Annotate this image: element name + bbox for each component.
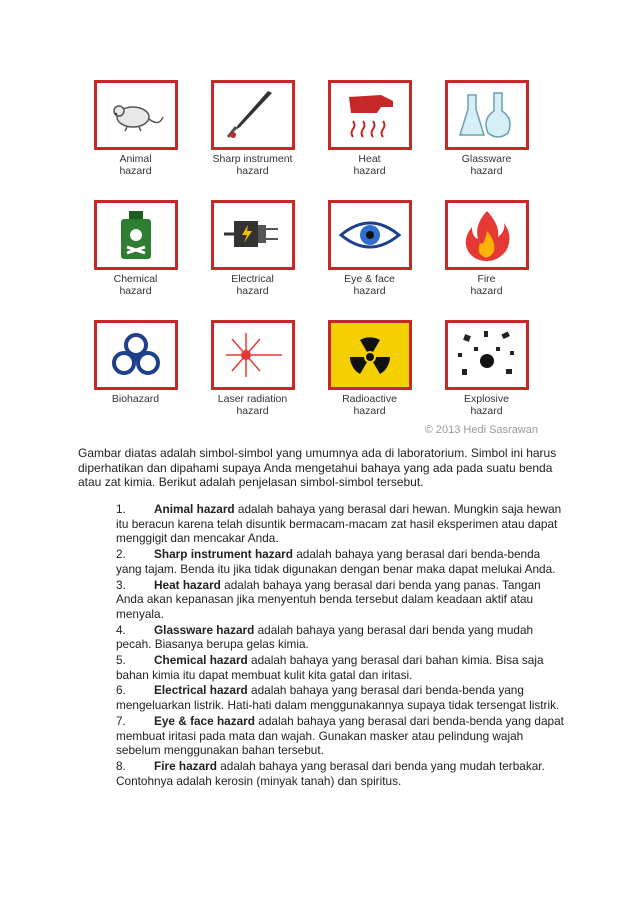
- list-text: adalah bahaya yang berasal dari bahan kimia. Bisa saja bahan kimia itu dapat membuat kulit kita gatal dan iritasi.: [116, 653, 544, 682]
- knife-icon: [220, 87, 286, 143]
- hazard-cell-bio: [84, 320, 187, 428]
- list-item: [116, 714, 566, 758]
- list-term: Glassware hazard: [154, 622, 255, 637]
- poison-bottle-icon: [103, 207, 169, 263]
- hazard-cell-fire: [435, 200, 538, 308]
- hazard-label: Fire hazard: [470, 273, 503, 297]
- list-text: adalah bahaya yang berasal dari benda yang mudah pecah. Biasanya berupa gelas kimia.: [116, 622, 534, 652]
- eye-icon: [337, 207, 403, 263]
- hazard-sign-fire: [445, 200, 529, 270]
- list-term: Chemical hazard: [154, 653, 248, 668]
- hazard-cell-laser: [201, 320, 304, 428]
- list-text: adalah bahaya yang berasal dari hewan. Mungkin saja hewan itu beracun karena telah disuntik bermacam-macam zat hasil eksperimen atau dapat menggigit dan mencakar Anda.: [116, 502, 562, 546]
- biohazard-icon: [103, 327, 169, 383]
- hazard-sign-animal: [94, 80, 178, 150]
- hazard-cell-glassware: [435, 80, 538, 188]
- list-text: adalah bahaya yang berasal dari benda-benda yang dapat membuat iritasi pada mata dan wajah. Gunakan masker atau pelindung wajah sebelum menggunakan bahan tersebut.: [116, 713, 564, 758]
- hazard-sign-explosive: [445, 320, 529, 390]
- hazard-cell-animal: [84, 80, 187, 188]
- hazard-cell-heat: [318, 80, 421, 188]
- list-text: adalah bahaya yang berasal dari benda yang mudah terbakar. Contohnya adalah kerosin (minyak tanah) dan spiritus.: [116, 758, 545, 788]
- hazard-label: Chemical hazard: [113, 273, 158, 297]
- hazard-sign-sharp: [211, 80, 295, 150]
- mouse-icon: [103, 87, 169, 143]
- list-number: 8.: [116, 758, 126, 773]
- intro-paragraph: Gambar diatas adalah simbol-simbol yang umumnya ada di laboratorium. Simbol ini harus diperhatikan dan dipahami supaya Anda mengetahui bahaya yang ada pada suatu benda atau zat kimia. Berikut adalah penjelasan simbol-simbol tersebut.: [78, 446, 557, 490]
- hazard-label: Heat hazard: [353, 153, 386, 177]
- list-number: 2.: [116, 547, 126, 562]
- hazard-explanation-list: [116, 502, 566, 789]
- list-term: Electrical hazard: [154, 683, 248, 698]
- list-term: Fire hazard: [154, 758, 217, 773]
- hazard-cell-sharp: [201, 80, 304, 188]
- list-text: adalah bahaya yang berasal dari benda yang panas. Tangan Anda akan kepanasan jika menyentuh benda tersebut dalam keadaan aktif atau menyala.: [116, 577, 541, 621]
- list-item: [116, 759, 566, 788]
- list-number: 1.: [116, 502, 126, 516]
- hazard-label: Glassware hazard: [461, 153, 512, 177]
- list-item: [116, 502, 566, 546]
- hazard-cell-radioactive: [318, 320, 421, 428]
- hazard-label: Biohazard: [111, 393, 160, 405]
- hazard-sign-radioactive: [328, 320, 412, 390]
- list-number: 4.: [116, 622, 126, 637]
- laser-icon: [220, 327, 286, 383]
- hazard-label: Radioactive hazard: [342, 393, 397, 417]
- hazard-sign-glassware: [445, 80, 529, 150]
- hazard-cell-chemical: [84, 200, 187, 308]
- list-item: [116, 623, 566, 652]
- hazard-label: Eye & face hazard: [344, 273, 395, 297]
- copyright-watermark: © 2013 Hedi Sasrawan: [424, 424, 538, 436]
- hazard-sign-chemical: [94, 200, 178, 270]
- list-item: [116, 653, 566, 682]
- flame-icon: [454, 207, 520, 263]
- hazard-label: Laser radiation hazard: [217, 393, 288, 417]
- list-number: 5.: [116, 653, 126, 668]
- hazard-sign-eye: [328, 200, 412, 270]
- hazard-label: Animal hazard: [119, 153, 152, 177]
- radiation-icon: [337, 327, 403, 383]
- list-text: adalah bahaya yang berasal dari benda-benda yang tajam. Benda itu jika tidak digunakan dengan benar maka dapat melukai Anda.: [116, 547, 556, 576]
- list-term: Animal hazard: [154, 502, 235, 516]
- hazard-label: Sharp instrument hazard: [212, 153, 293, 177]
- list-item: [116, 547, 566, 576]
- hazard-sign-bio: [94, 320, 178, 390]
- list-item: [116, 683, 566, 712]
- list-item: [116, 578, 566, 622]
- list-number: 7.: [116, 713, 126, 728]
- hand-heat-icon: [337, 87, 403, 143]
- hazard-cell-electrical: [201, 200, 304, 308]
- hazard-cell-explosive: [435, 320, 538, 428]
- hazard-label: Explosive hazard: [464, 393, 509, 417]
- list-term: Eye & face hazard: [154, 713, 255, 728]
- flask-icon: [454, 87, 520, 143]
- explosion-icon: [454, 327, 520, 383]
- plug-icon: [220, 207, 286, 263]
- hazard-label: Electrical hazard: [231, 273, 274, 297]
- list-number: 3.: [116, 577, 126, 592]
- hazard-grid: [84, 80, 536, 428]
- hazard-sign-heat: [328, 80, 412, 150]
- hazard-cell-eye: [318, 200, 421, 308]
- hazard-sign-electrical: [211, 200, 295, 270]
- list-term: Heat hazard: [154, 577, 221, 592]
- hazard-symbols-figure: [76, 72, 544, 438]
- list-number: 6.: [116, 683, 126, 698]
- list-term: Sharp instrument hazard: [154, 547, 293, 562]
- hazard-sign-laser: [211, 320, 295, 390]
- list-text: adalah bahaya yang berasal dari benda-benda yang mengeluarkan listrik. Hati-hati dalam menggunakannya supaya tidak tersengat listrik.: [116, 683, 560, 713]
